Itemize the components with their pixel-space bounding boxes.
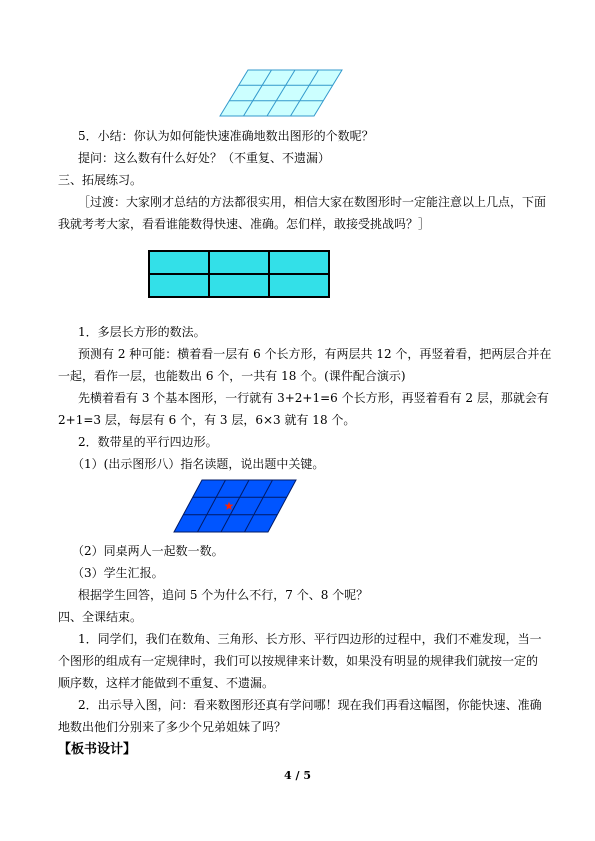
conclusion-text-1: 1．同学们，我们在数角、三角形、长方形、平行四边形的过程中，我们不难发现，当一 bbox=[78, 632, 542, 646]
method-text-1: 先横着看有 3 个基本图形，一行就有 3+2+1=6 个长方形，再竖着看有 2 层，那就会有 bbox=[78, 391, 549, 405]
board-design-heading: 【板书设计】 bbox=[58, 742, 137, 757]
star-icon: ★ bbox=[223, 499, 235, 513]
prediction-text-2: 一起，看作一层，也能数出 6 个，一共有 18 个。(课件配合演示) bbox=[58, 369, 406, 383]
step-1-text: （1）(出示图形八）指名读题，说出题中关键。 bbox=[72, 457, 325, 471]
summary-question: 5．小结：你认为如何能快速准确地数出图形的个数呢？ bbox=[78, 129, 374, 143]
transition-text-1: ［过渡：大家刚才总结的方法都很实用，相信大家在数图形时一定能注意以上几点，下面 bbox=[78, 195, 547, 209]
step-2-text: （2）同桌两人一起数一数。 bbox=[72, 544, 224, 558]
multi-layer-heading: 1．多层长方形的数法。 bbox=[78, 325, 206, 339]
transition-text-2: 我就考考大家，看看谁能数得快速、准确。怎们样，敢接受挑战吗？］ bbox=[58, 217, 431, 231]
grid-rectangle-figure bbox=[148, 250, 330, 298]
follow-up-question: 根据学生回答，追问 5 个为什么不行，7 个、8 个呢？ bbox=[78, 588, 369, 602]
section-extension-heading: 三、拓展练习。 bbox=[58, 173, 143, 187]
prediction-text-1: 预测有 2 种可能：横着看一层有 6 个长方形，有两层共 12 个，再竖着看，把两层合并在 bbox=[78, 347, 552, 361]
page-number: 4 / 5 bbox=[284, 769, 311, 782]
section-conclusion-heading: 四、全课结束。 bbox=[58, 610, 143, 624]
grid-parallelogram-figure bbox=[218, 68, 346, 118]
star-parallelogram-heading: 2．数带星的平行四边形。 bbox=[78, 435, 218, 449]
conclusion-text-5: 地数出他们分别来了多少个兄弟姐妹了吗？ bbox=[58, 720, 287, 734]
conclusion-text-2: 个图形的组成有一定规律时，我们可以按规律来计数，如果没有明显的规律我们就按一定的 bbox=[58, 654, 539, 668]
method-text-2: 2+1=3 层，每层有 6 个，有 3 层，6×3 就有 18 个。 bbox=[58, 413, 356, 427]
conclusion-text-4: 2．出示导入图，问：看来数图形还真有学问哪！现在我们再看这幅图，你能快速、准确 bbox=[78, 698, 542, 712]
step-3-text: （3）学生汇报。 bbox=[72, 566, 164, 580]
conclusion-text-3: 顺序数，这样才能做到不重复、不遗漏。 bbox=[58, 676, 275, 690]
star-parallelogram-figure bbox=[172, 478, 300, 534]
question-benefit: 提问：这么数有什么好处？（不重复、不遗漏） bbox=[78, 151, 331, 165]
